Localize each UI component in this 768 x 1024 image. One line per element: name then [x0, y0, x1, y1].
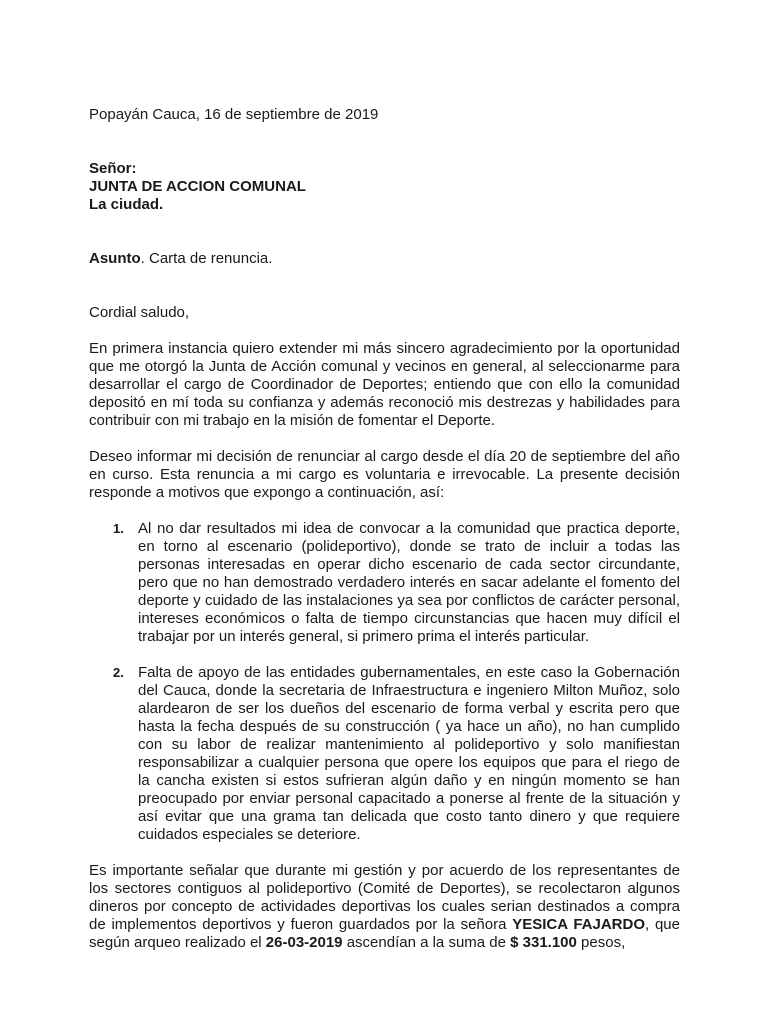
greeting: Cordial saludo, — [89, 304, 190, 321]
funds-text-2: , que según arqueo realizado el — [89, 916, 680, 951]
audit-date: 26-03-2019 — [265, 934, 343, 951]
subject-label: Asunto — [89, 250, 141, 267]
recipient-organization: JUNTA DE ACCION COMUNAL — [89, 178, 306, 195]
paragraph-funds — [89, 862, 680, 952]
subject-line — [89, 250, 680, 268]
funds-text-1: Es importante señalar que durante mi gestión y por acuerdo de los representantes de los sectores contiguos al polideportivo (Comité de Deportes), se recolectaron algunos dineros por concepto de actividades deportivas los cuales serian destinados a compra de implementos deportivos y fueron guardados por la señora — [89, 862, 680, 933]
recipient-city: La ciudad. — [89, 196, 164, 213]
paragraph-decision: Deseo informar mi decisión de renunciar al cargo desde el día 20 de septiembre del año en curso. Esta renuncia a mi cargo es voluntaria e irrevocable. La presente decisión responde a motivos que expongo a continuación, así: — [89, 448, 680, 501]
funds-text-3: ascendían a la suma de — [342, 934, 511, 951]
list-item-text: Al no dar resultados mi idea de convocar a la comunidad que practica deporte, en torno al escenario (polideportivo), donde se trato de incluir a todas las personas interesadas en operar dicho escenario de cada sector circundante, pero que no han demostrado verdadero interés en sacar adelante el fomento del deporte y cuidado de las instalaciones ya sea por conflictos de carácter personal, intereses económicos o falta de tiempo circunstancias que hacen muy difícil el trabajar por un interés general, si primero prima el interés particular. — [138, 520, 680, 645]
recipient-block — [89, 160, 680, 214]
funds-amount: $ 331.100 — [510, 934, 577, 951]
recipient-salutation: Señor: — [89, 160, 137, 177]
subject-text: . Carta de renuncia. — [140, 250, 273, 267]
custodian-name: YESICA FAJARDO — [512, 916, 645, 933]
list-item-number: 1. — [113, 521, 124, 536]
reasons-list — [89, 520, 680, 844]
paragraph-gratitude: En primera instancia quiero extender mi más sincero agradecimiento por la oportunidad que me otorgó la Junta de Acción comunal y vecinos en general, al seleccionarme para desarrollar el cargo de Coordinador de Deportes; entiendo que con ello la comunidad depositó en mí toda su confianza y además reconoció mis destrezas y habilidades para contribuir con mi trabajo en la misión de fomentar el Deporte. — [89, 340, 680, 429]
list-item — [89, 520, 680, 646]
list-item-number: 2. — [113, 665, 124, 680]
list-item — [89, 664, 680, 844]
date-line: Popayán Cauca, 16 de septiembre de 2019 — [89, 106, 379, 123]
funds-text-4: pesos, — [576, 934, 626, 951]
list-item-text: Falta de apoyo de las entidades gubernamentales, en este caso la Gobernación del Cauca, donde la secretaria de Infraestructura e ingeniero Milton Muñoz, solo alardearon de ser los dueños del escenario de forma verbal y escrita pero que hasta la fecha después de su construcción ( ya hace un año), no han cumplido con su labor de realizar mantenimiento al polideportivo y solo manifiestan responsabilizar a cualquier persona que opere los equipos que para el riego de la cancha existen si estos sufrieran algún daño y en ningún momento se han preocupado por enviar personal capacitado a ponerse al frente de la situación y así evitar que una grama tan delicada que costo tanto dinero y que requiere cuidados especiales se deteriore. — [138, 664, 680, 843]
